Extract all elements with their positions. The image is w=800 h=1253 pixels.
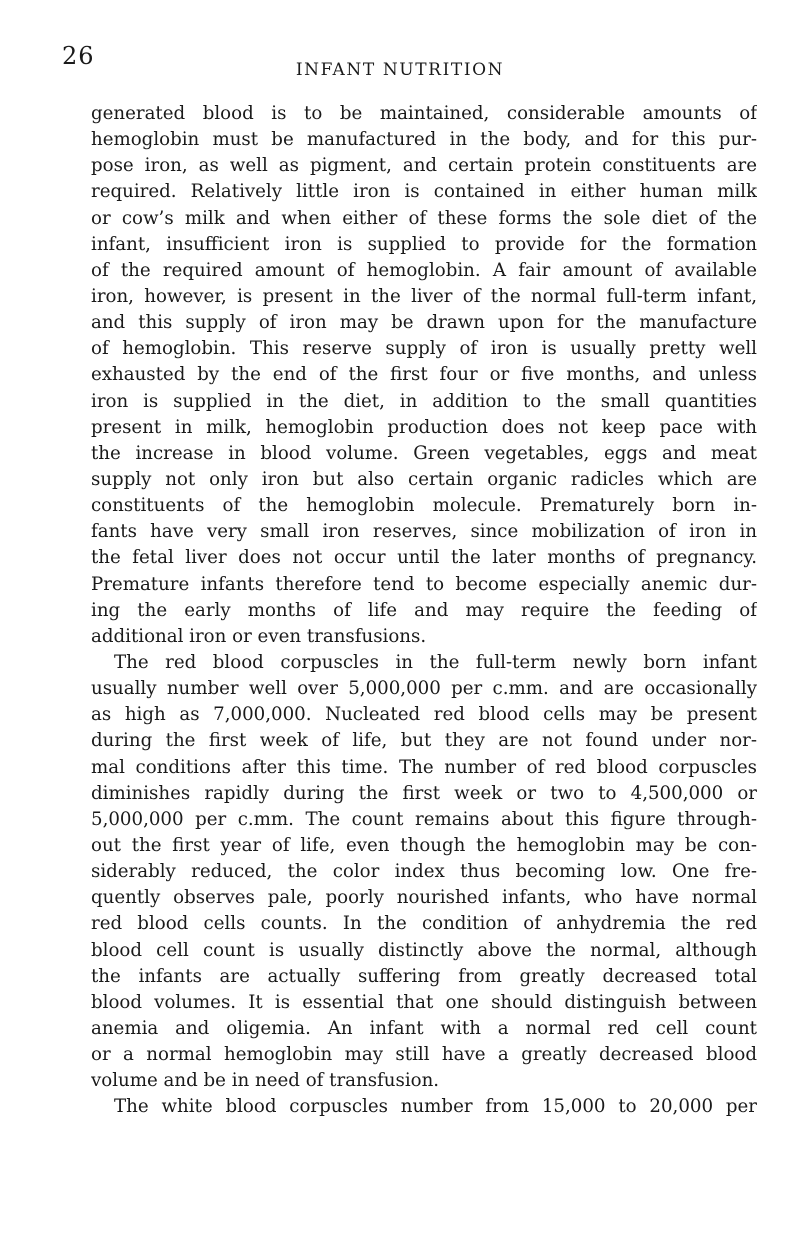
text-line: supply not only iron but also certain organic radicles which are [91, 468, 757, 490]
text-line: of hemoglobin. This reserve supply of iron is usually pretty well [91, 338, 757, 360]
text-line: quently observes pale, poorly nourished infants, who have normal [91, 887, 757, 909]
text-line: during the first week of life, but they are not found under nor- [91, 730, 757, 752]
text-line: additional iron or even transfusions. [91, 625, 427, 647]
text-line: the infants are actually suffering from greatly decreased total [91, 965, 757, 987]
text-line: the fetal liver does not occur until the later months of pregnancy. [91, 547, 757, 569]
text-line: constituents of the hemoglobin molecule. Prematurely born in- [91, 495, 757, 517]
text-line: 5,000,000 per c.mm. The count remains about this figure through- [91, 808, 757, 830]
text-line: required. Relatively little iron is contained in either human milk [91, 181, 757, 203]
text-line: pose iron, as well as pigment, and certain protein constituents are [91, 155, 757, 177]
text-line: the increase in blood volume. Green vegetables, eggs and meat [91, 442, 757, 464]
text-line: anemia and oligemia. An infant with a normal red cell count [91, 1017, 757, 1039]
text-line: siderably reduced, the color index thus becoming low. One fre- [91, 861, 757, 883]
text-line: hemoglobin must be manufactured in the body, and for this pur- [91, 129, 757, 151]
running-head: INFANT NUTRITION [295, 60, 505, 80]
text-line: usually number well over 5,000,000 per c.mm. and are occasionally [91, 678, 757, 700]
text-line: out the first year of life, even though the hemoglobin may be con- [91, 834, 757, 856]
text-line: and this supply of iron may be drawn upon for the manufacture [91, 312, 757, 334]
text-line: volume and be in need of transfusion. [91, 1070, 440, 1092]
text-line: The white blood corpuscles number from 15,000 to 20,000 per [114, 1096, 757, 1118]
text-line: mal conditions after this time. The number of red blood corpuscles [91, 756, 757, 778]
text-line: iron is supplied in the diet, in addition to the small quantities [91, 390, 757, 412]
text-line: red blood cells counts. In the condition of anhydremia the red [91, 913, 757, 935]
text-line: or a normal hemoglobin may still have a greatly decreased blood [91, 1044, 757, 1066]
text-line: generated blood is to be maintained, considerable amounts of [91, 103, 757, 124]
text-line: of the required amount of hemoglobin. A fair amount of available [91, 259, 757, 281]
text-line: infant, insufficient iron is supplied to provide for the formation [91, 233, 757, 255]
text-line: present in milk, hemoglobin production does not keep pace with [91, 416, 757, 438]
text-line: iron, however, is present in the liver of the normal full-term infant, [91, 285, 757, 307]
text-line: blood volumes. It is essential that one should distinguish between [91, 991, 757, 1013]
text-line: fants have very small iron reserves, since mobilization of iron in [91, 521, 757, 543]
body-text [91, 101, 757, 1120]
text-line: as high as 7,000,000. Nucleated red blood cells may be present [91, 704, 757, 726]
text-line: diminishes rapidly during the first week or two to 4,500,000 or [91, 782, 757, 804]
text-line: ing the early months of life and may require the feeding of [91, 599, 757, 621]
text-line: or cow’s milk and when either of these forms the sole diet of the [91, 207, 757, 229]
text-line: The red blood corpuscles in the full-term newly born infant [114, 651, 757, 673]
text-line: Premature infants therefore tend to become especially anemic dur- [91, 573, 757, 595]
text-line: exhausted by the end of the first four or five months, and unless [91, 364, 757, 386]
text-line: blood cell count is usually distinctly above the normal, although [91, 939, 757, 961]
page-number: 26 [62, 42, 95, 70]
